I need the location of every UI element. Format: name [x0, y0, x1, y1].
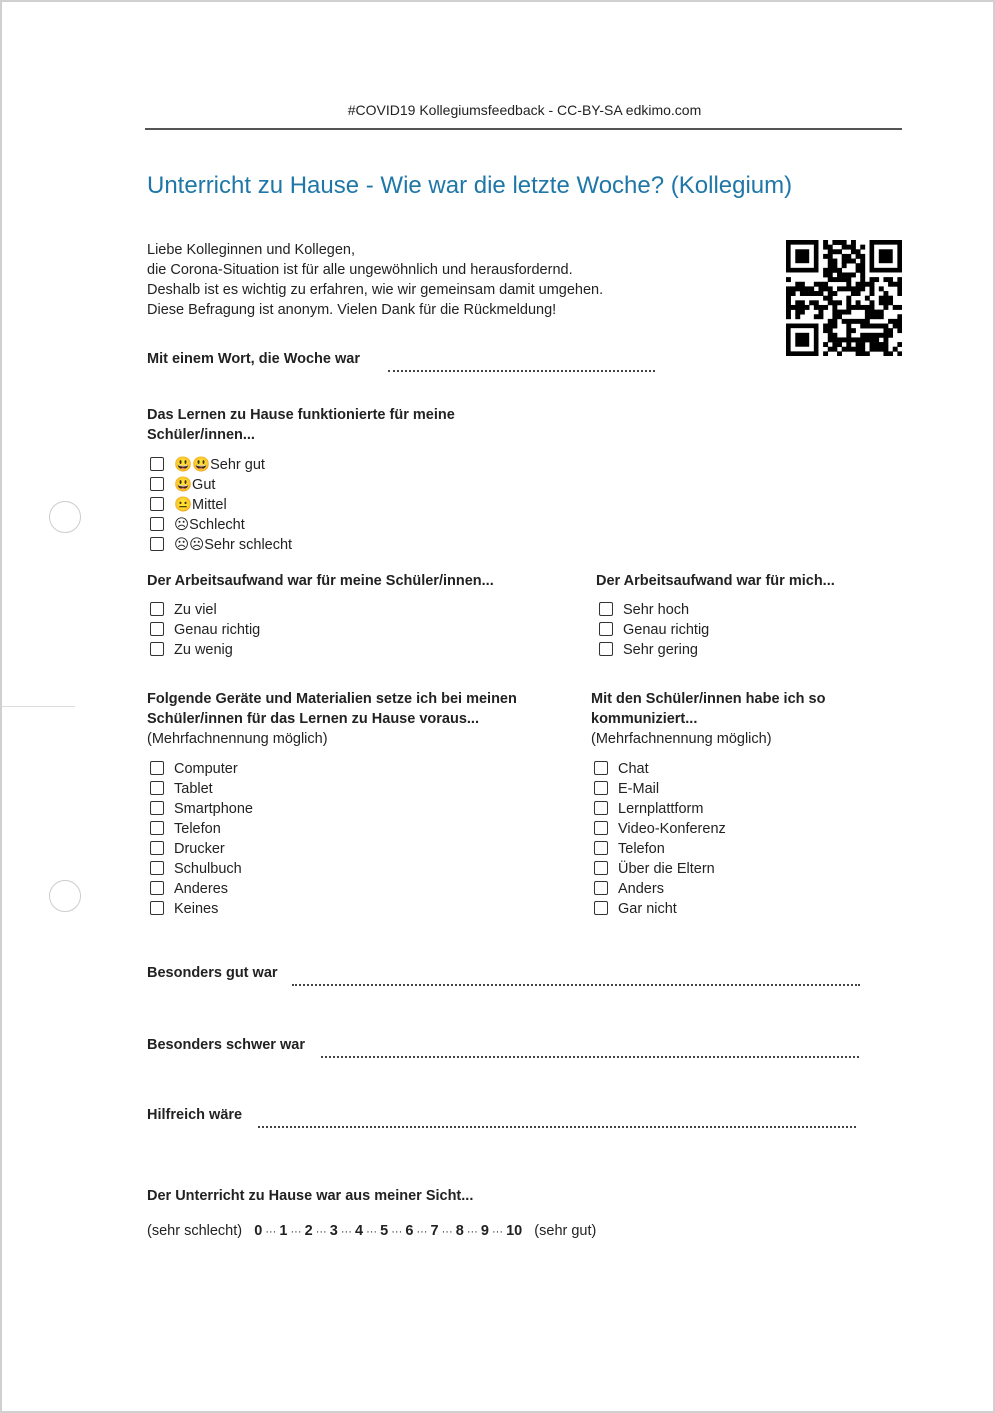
- scale-separator: ···: [312, 1226, 330, 1238]
- checkbox[interactable]: [594, 861, 608, 875]
- scale-separator: ···: [287, 1226, 305, 1238]
- checkbox[interactable]: [150, 861, 164, 875]
- scale-separator: ···: [363, 1226, 381, 1238]
- scale-value[interactable]: 5: [380, 1223, 389, 1239]
- checkbox[interactable]: [594, 761, 608, 775]
- checkbox[interactable]: [594, 801, 608, 815]
- option-label: ☹Schlecht: [174, 517, 245, 533]
- checkbox-option[interactable]: [594, 819, 726, 839]
- checkbox[interactable]: [150, 801, 164, 815]
- option-label: Smartphone: [174, 801, 253, 817]
- header-rule: [145, 128, 902, 130]
- option-label: Genau richtig: [174, 622, 261, 638]
- question-devices: [147, 689, 517, 749]
- checkbox[interactable]: [150, 497, 164, 511]
- checkbox-option[interactable]: [594, 759, 649, 779]
- option-label: Zu viel: [174, 602, 217, 618]
- scale-separator: ···: [388, 1226, 406, 1238]
- checkbox-option[interactable]: [150, 515, 245, 535]
- option-label: Über die Eltern: [618, 861, 715, 877]
- checkbox[interactable]: [150, 821, 164, 835]
- checkbox[interactable]: [150, 602, 164, 616]
- option-label: Drucker: [174, 841, 225, 857]
- scale-value[interactable]: 1: [279, 1223, 288, 1239]
- checkbox-option[interactable]: [150, 859, 242, 879]
- scale-separator: ···: [337, 1226, 355, 1238]
- page-title: Unterricht zu Hause - Wie war die letzte Woche? (Kollegium): [147, 172, 793, 199]
- checkbox-option[interactable]: [150, 600, 217, 620]
- scale-separator: ···: [463, 1226, 481, 1238]
- page-header: #COVID19 Kollegiumsfeedback - CC-BY-SA edkimo.com: [347, 102, 702, 118]
- option-label: 😃😃Sehr gut: [174, 457, 265, 473]
- question-communication: [591, 689, 825, 749]
- intro-line: Diese Befragung ist anonym. Vielen Dank für die Rückmeldung!: [147, 302, 557, 318]
- checkbox-option[interactable]: [594, 859, 715, 879]
- checkbox-option[interactable]: [150, 839, 225, 859]
- checkbox-option[interactable]: [150, 535, 292, 555]
- option-label: Tablet: [174, 781, 213, 797]
- checkbox-option[interactable]: [594, 879, 664, 899]
- checkbox[interactable]: [594, 881, 608, 895]
- checkbox[interactable]: [150, 622, 164, 636]
- qr-code: [786, 240, 902, 356]
- checkbox[interactable]: [599, 642, 613, 656]
- option-label: E-Mail: [618, 781, 660, 797]
- checkbox-option[interactable]: [150, 879, 228, 899]
- answer-line-hard[interactable]: [321, 1056, 859, 1058]
- scale-value[interactable]: 4: [354, 1223, 364, 1239]
- option-label: 😐Mittel: [174, 497, 227, 513]
- checkbox-option[interactable]: [150, 759, 238, 779]
- question-learning: [147, 405, 455, 445]
- checkbox-option[interactable]: [594, 779, 659, 799]
- checkbox-option[interactable]: [150, 640, 233, 660]
- option-label: Genau richtig: [623, 622, 710, 638]
- checkbox-option[interactable]: [599, 600, 689, 620]
- question-title-line: Das Lernen zu Hause funktionierte für meine: [147, 407, 455, 423]
- question-title-line: Schüler/innen...: [147, 427, 255, 443]
- scale-separator: ···: [262, 1226, 280, 1238]
- question-workload-students: Der Arbeitsaufwand war für meine Schüler/innen...: [147, 573, 494, 589]
- intro-line: Liebe Kolleginnen und Kollegen,: [147, 242, 356, 258]
- checkbox[interactable]: [594, 821, 608, 835]
- scale-high-label: (sehr gut): [534, 1223, 597, 1239]
- punch-hole-mark: [49, 880, 81, 912]
- checkbox[interactable]: [150, 457, 164, 471]
- option-label: Anders: [618, 881, 664, 897]
- scale-low-label: (sehr schlecht): [147, 1223, 243, 1239]
- question-note: (Mehrfachnennung möglich): [591, 731, 772, 747]
- question-note: (Mehrfachnennung möglich): [147, 731, 328, 747]
- checkbox[interactable]: [150, 781, 164, 795]
- intro-text: [147, 240, 603, 320]
- option-label: ☹☹Sehr schlecht: [174, 537, 293, 553]
- checkbox[interactable]: [594, 781, 608, 795]
- option-label: Anderes: [174, 881, 229, 897]
- intro-line: Deshalb ist es wichtig zu erfahren, wie wir gemeinsam damit umgehen.: [147, 282, 604, 298]
- question-word: Mit einem Wort, die Woche war: [147, 351, 360, 367]
- checkbox[interactable]: [150, 537, 164, 551]
- checkbox[interactable]: [150, 901, 164, 915]
- checkbox[interactable]: [150, 642, 164, 656]
- scale-value[interactable]: 9: [480, 1223, 489, 1239]
- checkbox-option[interactable]: [599, 620, 709, 640]
- question-title-line: Folgende Geräte und Materialien setze ich bei meinen: [147, 691, 517, 707]
- checkbox[interactable]: [594, 841, 608, 855]
- scale-value[interactable]: 10: [506, 1223, 523, 1239]
- question-workload-self: Der Arbeitsaufwand war für mich...: [596, 573, 835, 589]
- checkbox-option[interactable]: [594, 799, 703, 819]
- checkbox-option[interactable]: [150, 620, 260, 640]
- scale-separator: ···: [413, 1226, 431, 1238]
- option-label: Video-Konferenz: [618, 821, 726, 837]
- question-hard: Besonders schwer war: [147, 1037, 305, 1053]
- intro-line: die Corona-Situation ist für alle ungewöhnlich und herausfordernd.: [147, 262, 573, 278]
- question-rating: Der Unterricht zu Hause war aus meiner Sicht...: [147, 1188, 474, 1204]
- option-label: Telefon: [174, 821, 221, 837]
- scale-value[interactable]: 8: [455, 1223, 464, 1239]
- checkbox[interactable]: [594, 901, 608, 915]
- question-title-line: Schüler/innen für das Lernen zu Hause voraus...: [147, 711, 479, 727]
- checkbox-option[interactable]: [150, 819, 221, 839]
- checkbox[interactable]: [150, 761, 164, 775]
- option-label: Zu wenig: [174, 642, 233, 658]
- checkbox-option[interactable]: [599, 640, 698, 660]
- option-label: Keines: [174, 901, 219, 917]
- scale-separator: ···: [438, 1226, 456, 1238]
- option-label: Schulbuch: [174, 861, 242, 877]
- question-good: Besonders gut war: [147, 965, 278, 981]
- option-label: Gar nicht: [618, 901, 677, 917]
- option-label: Chat: [618, 761, 649, 777]
- scale-value[interactable]: 0: [254, 1223, 263, 1239]
- answer-line-help[interactable]: [258, 1126, 856, 1128]
- checkbox-option[interactable]: [594, 839, 665, 859]
- option-label: Sehr hoch: [623, 602, 690, 618]
- checkbox[interactable]: [599, 602, 613, 616]
- answer-line-word[interactable]: [388, 370, 655, 372]
- checkbox[interactable]: [150, 517, 164, 531]
- checkbox[interactable]: [599, 622, 613, 636]
- scale-separator: ···: [488, 1226, 507, 1238]
- scale-value[interactable]: 6: [405, 1223, 414, 1239]
- rating-scale: [147, 1221, 596, 1242]
- question-title-line: kommuniziert...: [591, 711, 698, 727]
- checkbox[interactable]: [150, 881, 164, 895]
- checkbox-option[interactable]: [594, 899, 677, 919]
- question-title-line: Mit den Schüler/innen habe ich so: [591, 691, 826, 707]
- checkbox[interactable]: [150, 477, 164, 491]
- checkbox-option[interactable]: [150, 495, 227, 515]
- fold-mark: [2, 706, 75, 707]
- checkbox-option[interactable]: [150, 475, 215, 495]
- option-label: 😃Gut: [174, 477, 216, 493]
- option-label: Computer: [174, 761, 238, 777]
- punch-hole-mark: [49, 501, 81, 533]
- answer-line-good[interactable]: [292, 984, 860, 986]
- option-label: Sehr gering: [623, 642, 698, 658]
- question-help: Hilfreich wäre: [147, 1107, 243, 1123]
- option-label: Telefon: [618, 841, 665, 857]
- scale-value[interactable]: 3: [329, 1223, 338, 1239]
- checkbox-option[interactable]: [150, 799, 253, 819]
- checkbox-option[interactable]: [150, 899, 218, 919]
- option-label: Lernplattform: [618, 801, 704, 817]
- scale-value[interactable]: 2: [304, 1223, 313, 1239]
- checkbox[interactable]: [150, 841, 164, 855]
- checkbox-option[interactable]: [150, 455, 265, 475]
- scale-value[interactable]: 7: [430, 1223, 439, 1239]
- checkbox-option[interactable]: [150, 779, 213, 799]
